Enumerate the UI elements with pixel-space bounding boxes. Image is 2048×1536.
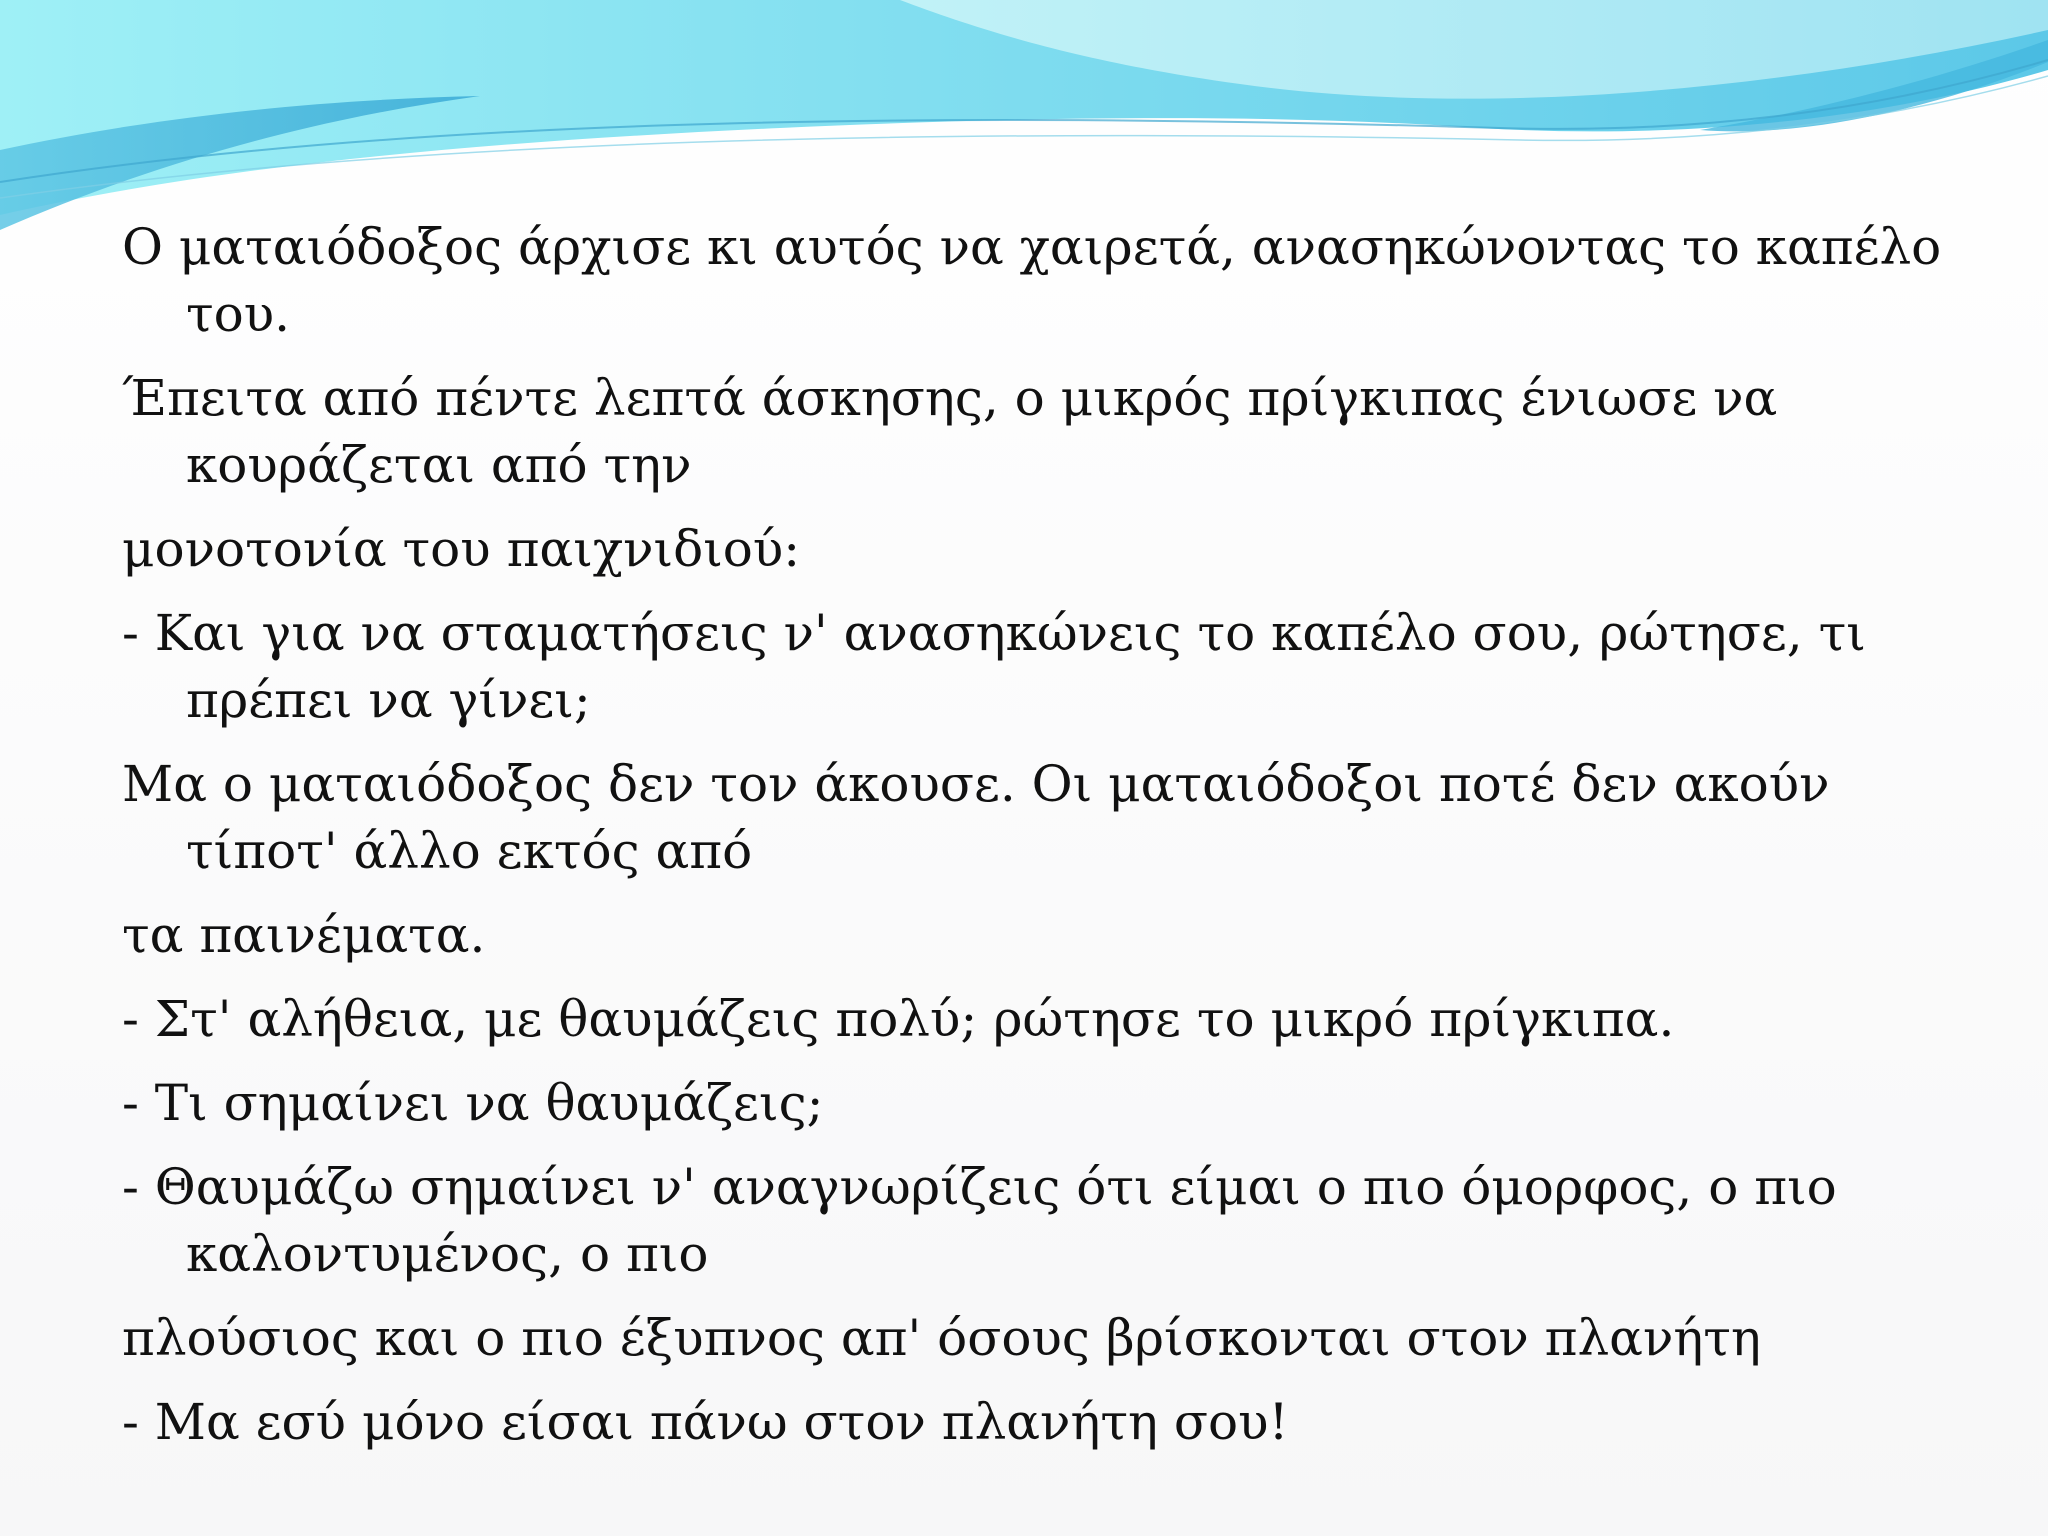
paragraph: Ο ματαιόδοξος άρχισε κι αυτός να χαιρετά, ανασηκώνοντας το καπέλο του.: [122, 218, 1942, 343]
paragraph: - Μα εσύ μόνο είσαι πάνω στον πλανήτη σου!: [122, 1393, 1289, 1451]
paragraph: μονοτονία του παιχνιδιού:: [122, 520, 801, 578]
paragraph: τα παινέματα.: [122, 906, 486, 964]
slide-body-text: [122, 214, 1962, 1473]
paragraph: - Στ' αλήθεια, με θαυμάζεις πολύ; ρώτησε το μικρό πρίγκιπα.: [122, 990, 1675, 1048]
paragraph: - Τι σημαίνει να θαυμάζεις;: [122, 1074, 824, 1132]
paragraph: - Και για να σταματήσεις ν' ανασηκώνεις το καπέλο σου, ρώτησε, τι πρέπει να γίνει;: [122, 604, 1866, 729]
paragraph: Μα ο ματαιόδοξος δεν τον άκουσε. Οι ματαιόδοξοι ποτέ δεν ακούν τίποτ' άλλο εκτός από: [122, 755, 1830, 880]
paragraph: - Θαυμάζω σημαίνει ν' αναγνωρίζεις ότι είμαι ο πιο όμορφος, ο πιο καλοντυμένος, ο πιο: [122, 1158, 1837, 1283]
paragraph: πλούσιος και ο πιο έξυπνος απ' όσους βρίσκονται στον πλανήτη: [122, 1309, 1761, 1367]
paragraph: Έπειτα από πέντε λεπτά άσκησης, ο μικρός πρίγκιπας ένιωσε να κουράζεται από την: [122, 369, 1778, 494]
